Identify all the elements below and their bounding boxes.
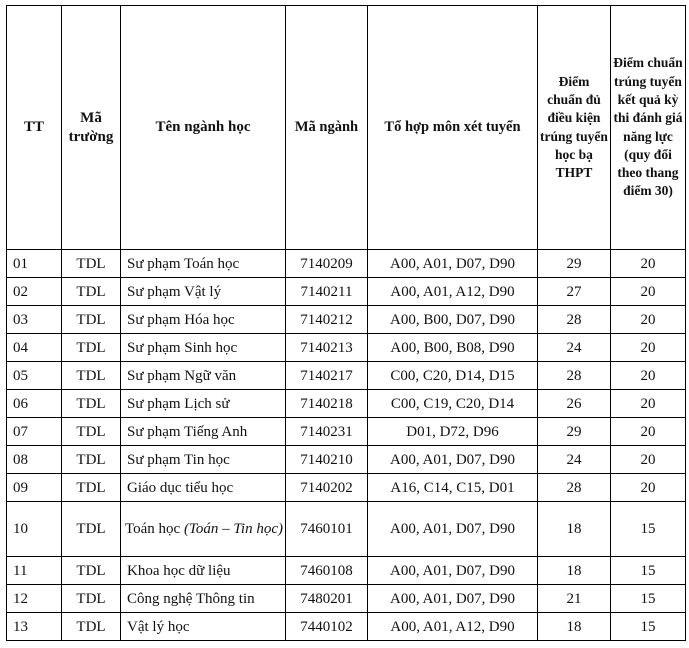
cell-diem-hoc-ba: 18 [538, 557, 611, 585]
header-ma-truong: Mã trường [62, 6, 121, 250]
cell-ma-truong: TDL [62, 306, 121, 334]
cell-to-hop: A00, A01, D07, D90 [368, 502, 538, 557]
table-row [7, 474, 686, 502]
cell-ma-nganh: 7460108 [286, 557, 368, 585]
cell-ma-truong: TDL [62, 502, 121, 557]
header-tt: TT [7, 6, 62, 250]
cell-ma-nganh: 7140213 [286, 334, 368, 362]
major-name: Giáo dục tiểu học [127, 479, 234, 496]
cell-ten-nganh [121, 502, 286, 557]
cell-diem-hoc-ba: 26 [538, 390, 611, 418]
cell-tt: 09 [7, 474, 62, 502]
cell-diem-dgnl: 20 [611, 306, 686, 334]
cell-ten-nganh [121, 390, 286, 418]
cell-ten-nganh [121, 250, 286, 278]
table-row [7, 250, 686, 278]
cell-diem-dgnl: 15 [611, 613, 686, 641]
cell-tt: 08 [7, 446, 62, 474]
cell-ma-nganh: 7140212 [286, 306, 368, 334]
cell-diem-hoc-ba: 21 [538, 585, 611, 613]
major-name: Sư phạm Toán học [127, 255, 240, 272]
header-ten-nganh: Tên ngành học [121, 6, 286, 250]
table-row [7, 418, 686, 446]
cell-tt: 06 [7, 390, 62, 418]
major-name: Khoa học dữ liệu [127, 562, 231, 579]
cell-ma-truong: TDL [62, 390, 121, 418]
cell-ten-nganh [121, 306, 286, 334]
cell-to-hop: C00, C19, C20, D14 [368, 390, 538, 418]
cell-diem-dgnl: 20 [611, 390, 686, 418]
cell-to-hop: A00, B00, B08, D90 [368, 334, 538, 362]
cell-to-hop: A00, A01, D07, D90 [368, 446, 538, 474]
cell-to-hop: A00, A01, A12, D90 [368, 278, 538, 306]
major-name: Sư phạm Ngữ văn [127, 367, 237, 384]
major-name: Sư phạm Hóa học [127, 311, 235, 328]
cell-to-hop: A00, A01, A12, D90 [368, 613, 538, 641]
cell-diem-dgnl: 20 [611, 418, 686, 446]
cell-ma-nganh: 7140210 [286, 446, 368, 474]
header-diem-hoc-ba: Điểm chuẩn đủ điều kiện trúng tuyển học bạ THPT [538, 6, 611, 250]
cell-diem-hoc-ba: 29 [538, 250, 611, 278]
cell-to-hop: A00, B00, D07, D90 [368, 306, 538, 334]
major-name: Toán học [125, 521, 181, 537]
major-name: Công nghệ Thông tin [127, 590, 255, 607]
cell-ma-truong: TDL [62, 557, 121, 585]
cell-tt: 04 [7, 334, 62, 362]
cell-ten-nganh [121, 585, 286, 613]
cell-ma-truong: TDL [62, 446, 121, 474]
table-row [7, 557, 686, 585]
table-body [7, 250, 686, 641]
cell-ma-truong: TDL [62, 278, 121, 306]
cell-ma-nganh: 7140231 [286, 418, 368, 446]
cell-to-hop: A00, A01, D07, D90 [368, 250, 538, 278]
cell-tt: 11 [7, 557, 62, 585]
cell-diem-hoc-ba: 28 [538, 362, 611, 390]
cell-diem-dgnl: 20 [611, 334, 686, 362]
cell-tt: 13 [7, 613, 62, 641]
cell-tt: 01 [7, 250, 62, 278]
cell-diem-hoc-ba: 27 [538, 278, 611, 306]
cell-diem-hoc-ba: 18 [538, 613, 611, 641]
major-name: Vật lý học [127, 618, 190, 635]
cell-tt: 05 [7, 362, 62, 390]
cell-diem-hoc-ba: 24 [538, 334, 611, 362]
table-row [7, 306, 686, 334]
cell-tt: 10 [7, 502, 62, 557]
cell-ma-nganh: 7140217 [286, 362, 368, 390]
cell-diem-dgnl: 20 [611, 474, 686, 502]
cell-ten-nganh [121, 362, 286, 390]
table-row [7, 446, 686, 474]
cell-ten-nganh [121, 474, 286, 502]
cell-ten-nganh [121, 278, 286, 306]
cell-to-hop: D01, D72, D96 [368, 418, 538, 446]
cell-ma-nganh: 7140211 [286, 278, 368, 306]
major-name: Sư phạm Tin học [127, 451, 230, 468]
major-name: Sư phạm Sinh học [127, 339, 238, 356]
cell-diem-dgnl: 15 [611, 502, 686, 557]
cell-ten-nganh [121, 557, 286, 585]
cell-ma-truong: TDL [62, 362, 121, 390]
cell-ten-nganh [121, 613, 286, 641]
cell-diem-dgnl: 15 [611, 557, 686, 585]
cell-tt: 07 [7, 418, 62, 446]
header-row [7, 6, 686, 250]
cell-ma-nganh: 7480201 [286, 585, 368, 613]
cell-ma-nganh: 7440102 [286, 613, 368, 641]
header-diem-dgnl: Điểm chuẩn trúng tuyển kết quả kỳ thi đánh giá năng lực (quy đổi theo thang điểm 30) [611, 6, 686, 250]
cell-ma-nganh: 7460101 [286, 502, 368, 557]
cell-to-hop: A16, C14, C15, D01 [368, 474, 538, 502]
cell-diem-hoc-ba: 24 [538, 446, 611, 474]
cell-ma-truong: TDL [62, 585, 121, 613]
major-name: Sư phạm Vật lý [127, 283, 222, 300]
cell-ten-nganh [121, 446, 286, 474]
cell-ma-truong: TDL [62, 474, 121, 502]
cell-to-hop: A00, A01, D07, D90 [368, 557, 538, 585]
cell-ten-nganh [121, 334, 286, 362]
header-ma-nganh: Mã ngành [286, 6, 368, 250]
cell-ten-nganh [121, 418, 286, 446]
cell-ma-nganh: 7140209 [286, 250, 368, 278]
major-note: (Toán – Tin học) [183, 521, 283, 537]
table-row [7, 278, 686, 306]
table-row [7, 362, 686, 390]
cell-diem-hoc-ba: 28 [538, 474, 611, 502]
cell-ma-truong: TDL [62, 334, 121, 362]
table-row [7, 334, 686, 362]
header-to-hop: Tổ hợp môn xét tuyển [368, 6, 538, 250]
cell-diem-hoc-ba: 29 [538, 418, 611, 446]
cell-diem-dgnl: 20 [611, 278, 686, 306]
admission-score-table [6, 5, 686, 641]
cell-ma-truong: TDL [62, 613, 121, 641]
cell-diem-dgnl: 15 [611, 585, 686, 613]
table-row [7, 585, 686, 613]
cell-diem-dgnl: 20 [611, 250, 686, 278]
major-name: Sư phạm Tiếng Anh [127, 423, 248, 440]
table-row [7, 390, 686, 418]
cell-tt: 03 [7, 306, 62, 334]
table-row [7, 502, 686, 557]
cell-diem-dgnl: 20 [611, 362, 686, 390]
cell-tt: 12 [7, 585, 62, 613]
cell-diem-dgnl: 20 [611, 446, 686, 474]
cell-to-hop: C00, C20, D14, D15 [368, 362, 538, 390]
table-row [7, 613, 686, 641]
cell-ma-nganh: 7140218 [286, 390, 368, 418]
cell-tt: 02 [7, 278, 62, 306]
cell-diem-hoc-ba: 18 [538, 502, 611, 557]
cell-ma-truong: TDL [62, 250, 121, 278]
cell-to-hop: A00, A01, D07, D90 [368, 585, 538, 613]
cell-diem-hoc-ba: 28 [538, 306, 611, 334]
major-name: Sư phạm Lịch sử [127, 395, 230, 412]
cell-ma-truong: TDL [62, 418, 121, 446]
cell-ma-nganh: 7140202 [286, 474, 368, 502]
